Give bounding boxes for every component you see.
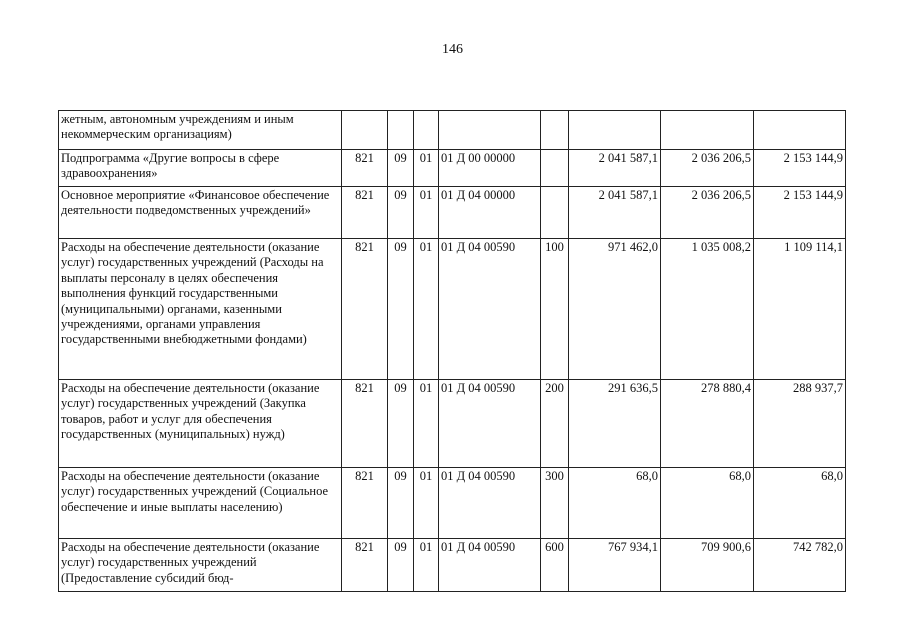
row-name-cell: Расходы на обеспечение деятельности (оказание услуг) государственных учреждений (Предоставление субсидий бюд- (59, 539, 342, 592)
section-cell (388, 111, 414, 150)
subsection-cell: 01 (414, 150, 439, 187)
table-row (59, 111, 846, 150)
row-name-cell: Расходы на обеспечение деятельности (оказание услуг) государственных учреждений (Расходы на выплаты персоналу в целях обеспечения выполнения функций государственными (муниципальными) органами, казенными учреждениями, органами управления государственными внебюджетными фондами) (59, 239, 342, 380)
budget-table (58, 110, 846, 592)
ministry-cell (342, 111, 388, 150)
year1-amount-cell (569, 111, 661, 150)
table-row (59, 539, 846, 592)
year3-amount-cell: 68,0 (754, 468, 846, 539)
subsection-cell: 01 (414, 468, 439, 539)
section-cell: 09 (388, 539, 414, 592)
target-cell: 01 Д 04 00590 (439, 539, 541, 592)
expense-type-cell: 300 (541, 468, 569, 539)
target-cell: 01 Д 00 00000 (439, 150, 541, 187)
year2-amount-cell: 2 036 206,5 (661, 150, 754, 187)
section-cell: 09 (388, 187, 414, 239)
year2-amount-cell: 709 900,6 (661, 539, 754, 592)
expense-type-cell: 200 (541, 380, 569, 468)
target-cell (439, 111, 541, 150)
expense-type-cell (541, 111, 569, 150)
expense-type-cell (541, 150, 569, 187)
year3-amount-cell: 2 153 144,9 (754, 187, 846, 239)
year3-amount-cell (754, 111, 846, 150)
row-name-cell: Подпрограмма «Другие вопросы в сфере здравоохранения» (59, 150, 342, 187)
table-row (59, 380, 846, 468)
page-number: 146 (442, 42, 463, 57)
year2-amount-cell: 2 036 206,5 (661, 187, 754, 239)
target-cell: 01 Д 04 00590 (439, 239, 541, 380)
subsection-cell: 01 (414, 539, 439, 592)
expense-type-cell (541, 187, 569, 239)
year2-amount-cell: 68,0 (661, 468, 754, 539)
section-cell: 09 (388, 150, 414, 187)
ministry-cell: 821 (342, 539, 388, 592)
table-row (59, 187, 846, 239)
row-name-cell: жетным, автономным учреждениям и иным некоммерческим организациям) (59, 111, 342, 150)
year1-amount-cell: 767 934,1 (569, 539, 661, 592)
table-row (59, 239, 846, 380)
subsection-cell (414, 111, 439, 150)
row-name-cell: Основное мероприятие «Финансовое обеспечение деятельности подведомственных учреждений» (59, 187, 342, 239)
year1-amount-cell: 2 041 587,1 (569, 187, 661, 239)
year1-amount-cell: 291 636,5 (569, 380, 661, 468)
ministry-cell: 821 (342, 468, 388, 539)
table-row (59, 150, 846, 187)
ministry-cell: 821 (342, 380, 388, 468)
year1-amount-cell: 68,0 (569, 468, 661, 539)
section-cell: 09 (388, 239, 414, 380)
year1-amount-cell: 2 041 587,1 (569, 150, 661, 187)
row-name-cell: Расходы на обеспечение деятельности (оказание услуг) государственных учреждений (Закупка товаров, работ и услуг для обеспечения государственных (муниципальных) нужд) (59, 380, 342, 468)
table-row (59, 468, 846, 539)
ministry-cell: 821 (342, 187, 388, 239)
target-cell: 01 Д 04 00590 (439, 468, 541, 539)
target-cell: 01 Д 04 00000 (439, 187, 541, 239)
year3-amount-cell: 2 153 144,9 (754, 150, 846, 187)
year3-amount-cell: 742 782,0 (754, 539, 846, 592)
row-name-cell: Расходы на обеспечение деятельности (оказание услуг) государственных учреждений (Социальное обеспечение и иные выплаты населению) (59, 468, 342, 539)
year3-amount-cell: 288 937,7 (754, 380, 846, 468)
ministry-cell: 821 (342, 150, 388, 187)
subsection-cell: 01 (414, 380, 439, 468)
expense-type-cell: 600 (541, 539, 569, 592)
year3-amount-cell: 1 109 114,1 (754, 239, 846, 380)
expense-type-cell: 100 (541, 239, 569, 380)
year2-amount-cell (661, 111, 754, 150)
subsection-cell: 01 (414, 187, 439, 239)
section-cell: 09 (388, 380, 414, 468)
year2-amount-cell: 278 880,4 (661, 380, 754, 468)
year2-amount-cell: 1 035 008,2 (661, 239, 754, 380)
year1-amount-cell: 971 462,0 (569, 239, 661, 380)
ministry-cell: 821 (342, 239, 388, 380)
section-cell: 09 (388, 468, 414, 539)
target-cell: 01 Д 04 00590 (439, 380, 541, 468)
subsection-cell: 01 (414, 239, 439, 380)
